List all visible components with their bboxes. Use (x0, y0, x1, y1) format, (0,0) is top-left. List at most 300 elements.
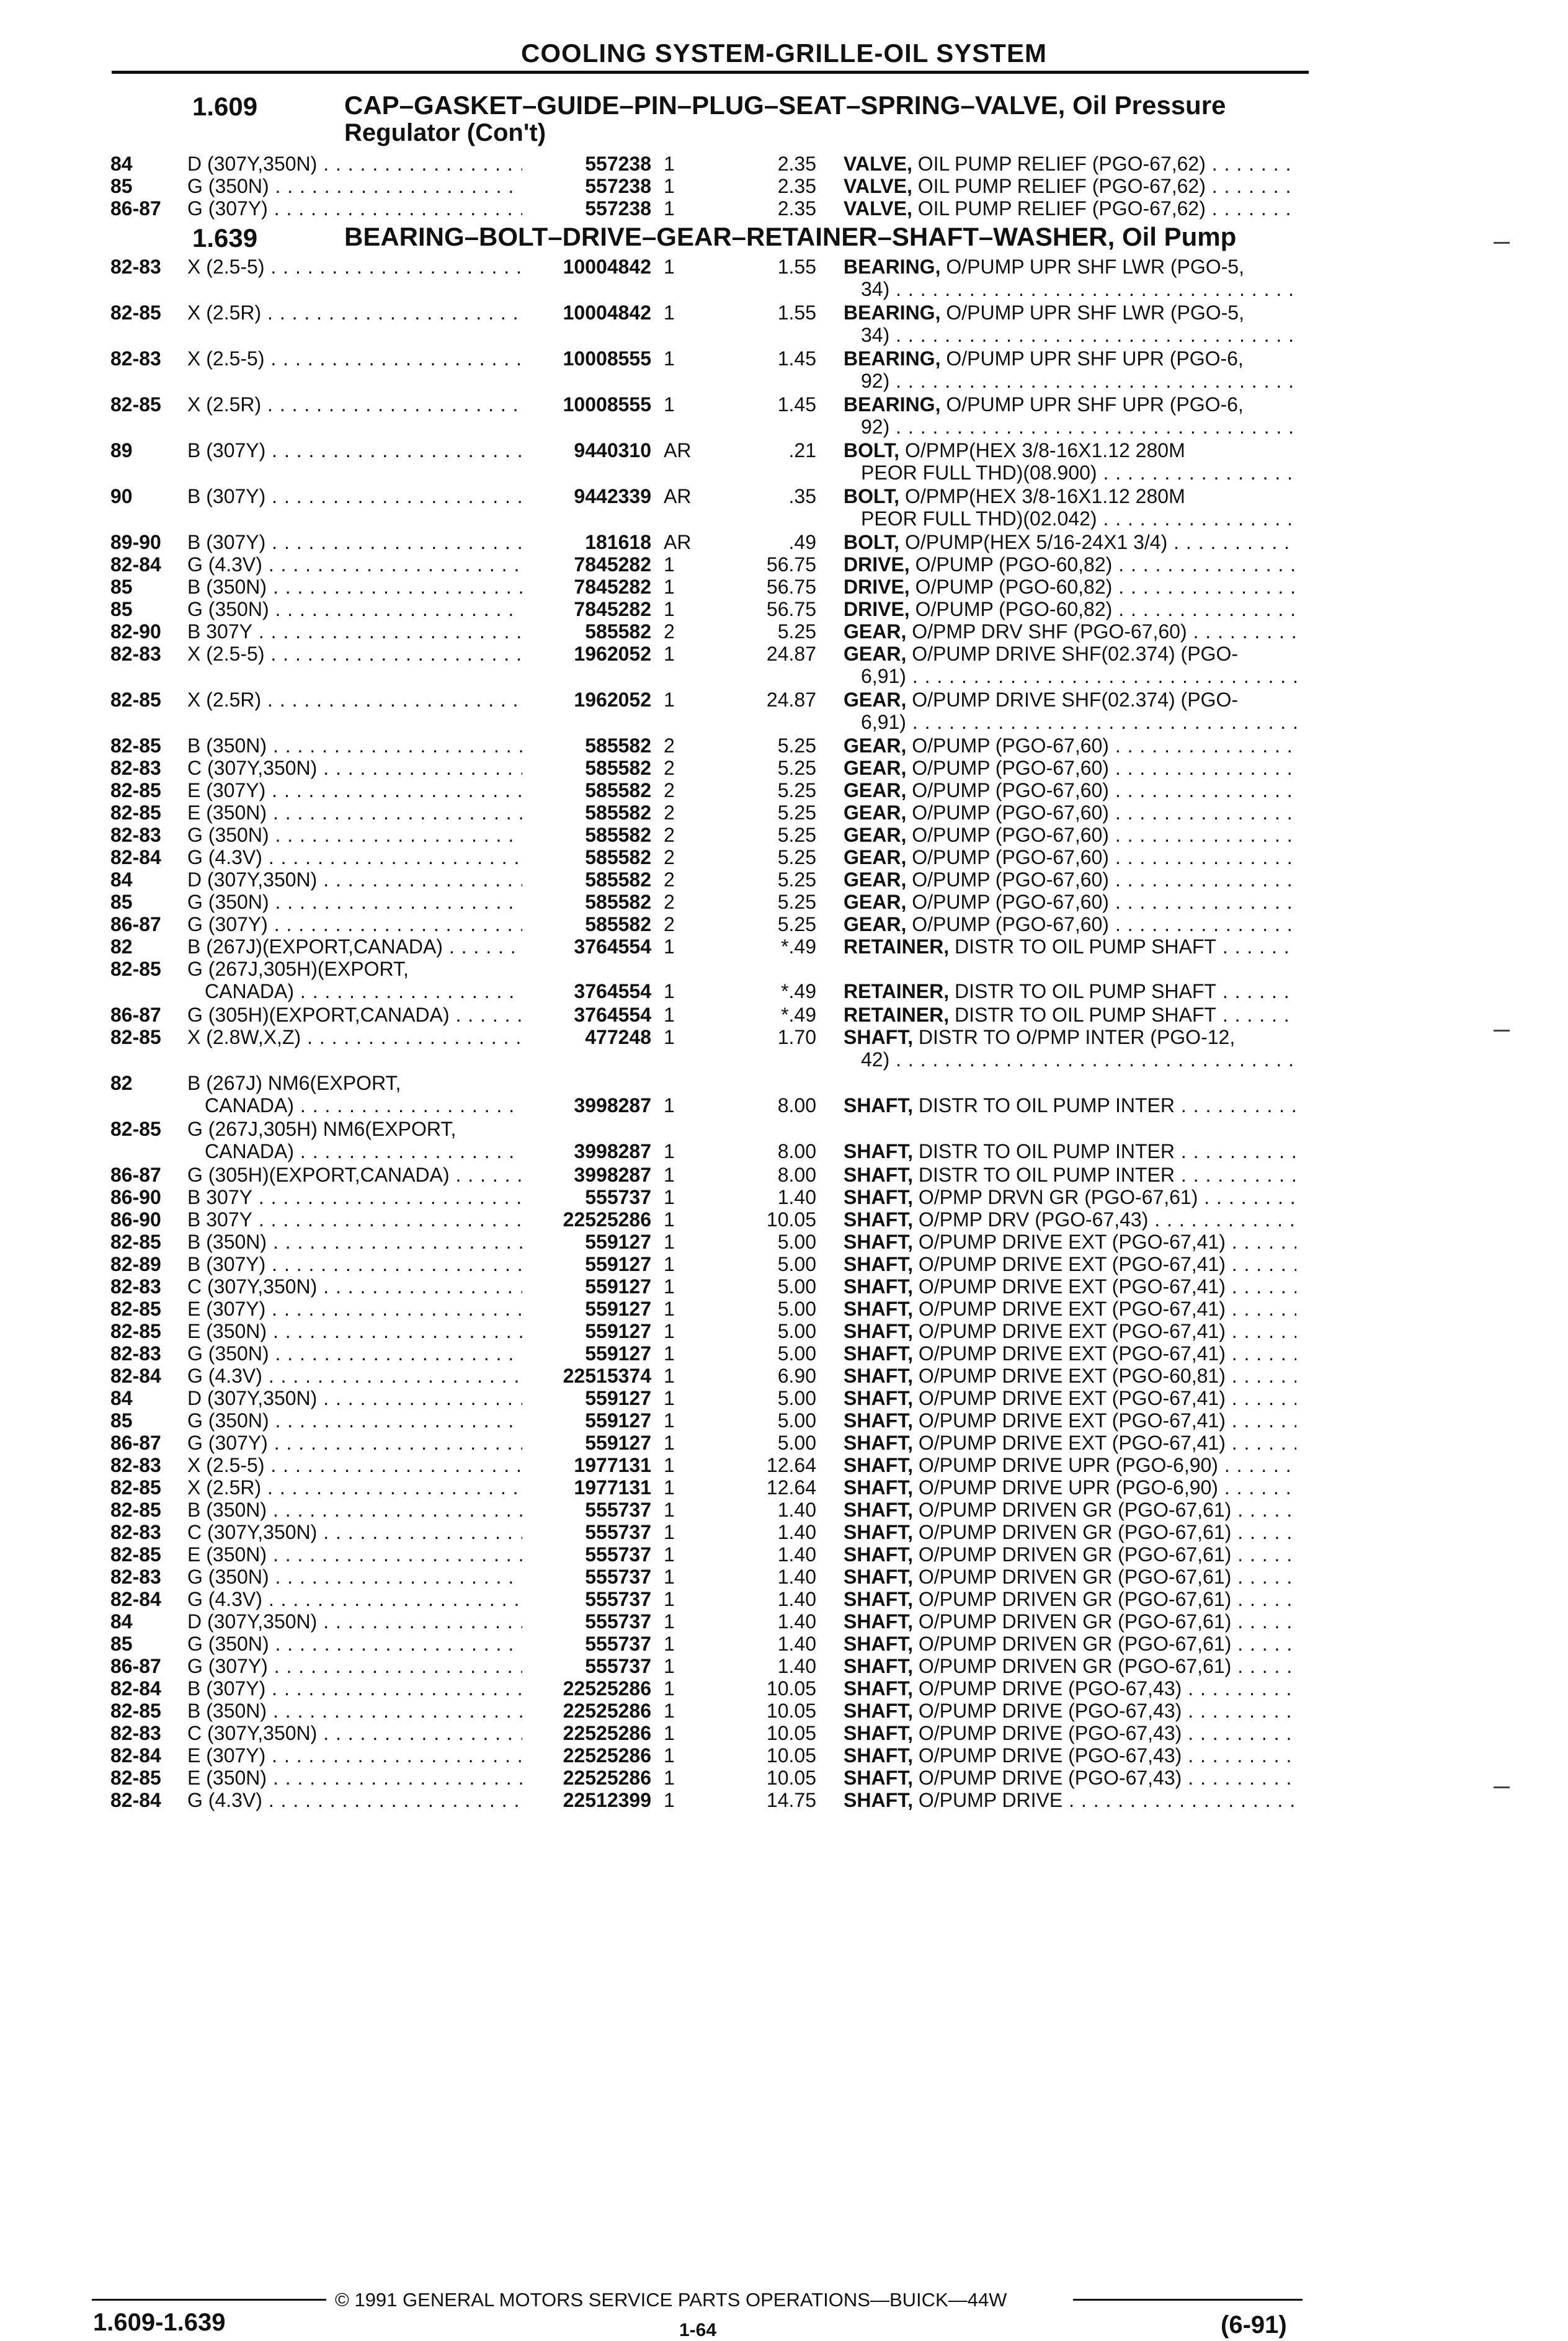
row-price: 8.00 (777, 1094, 816, 1117)
row-year: 82-84 (110, 1588, 161, 1610)
row-description-part-name: DRIVE, (844, 576, 910, 598)
row-price: 1.40 (777, 1186, 816, 1208)
row-part-number: 555737 (585, 1186, 651, 1208)
row-description-text: O/PMP DRVN GR (PGO-67,61) (913, 1186, 1198, 1208)
row-model (187, 1610, 522, 1633)
row-description-text: DISTR TO O/PMP INTER (PGO-12, (913, 1026, 1236, 1048)
row-part-number: 559127 (585, 1275, 651, 1298)
row-price: 56.75 (766, 553, 816, 576)
row-description-part-name: SHAFT, (844, 1275, 913, 1298)
row-price: 10.05 (766, 1767, 816, 1789)
row-quantity: 1 (664, 576, 675, 598)
row-model-text: C (307Y,350N) (187, 757, 318, 779)
row-model (187, 1744, 522, 1767)
row-model (187, 1026, 522, 1048)
row-description-part-name: VALVE, (844, 153, 912, 175)
row-price: 5.25 (777, 620, 816, 643)
page-header-title: COOLING SYSTEM-GRILLE-OIL SYSTEM (521, 38, 1047, 68)
row-part-number: 22525286 (563, 1677, 651, 1700)
row-description (844, 1094, 1296, 1117)
row-quantity: 1 (664, 1164, 675, 1186)
row-model (187, 1072, 522, 1117)
row-model-text: D (307Y,350N) (187, 153, 318, 175)
row-quantity: 1 (664, 643, 675, 665)
row-description (844, 801, 1296, 824)
row-price: 10.05 (766, 1700, 816, 1722)
row-model-text: E (307Y) (187, 1744, 266, 1767)
row-quantity: 1 (664, 1454, 675, 1476)
row-description-part-name: SHAFT, (844, 1499, 913, 1521)
row-part-number: 1962052 (574, 643, 651, 665)
row-year: 84 (110, 868, 133, 891)
row-part-number: 3764554 (574, 980, 651, 1002)
row-model (187, 598, 522, 620)
row-part-number: 7845282 (574, 598, 651, 620)
row-description (844, 1004, 1296, 1026)
row-part-number: 559127 (585, 1253, 651, 1275)
row-model-text: G (4.3V) (187, 1789, 262, 1811)
row-part-number: 181618 (585, 531, 651, 553)
row-model-text: G (4.3V) (187, 553, 262, 576)
row-part-number: 22515374 (563, 1365, 651, 1387)
row-description-part-name: SHAFT, (844, 1543, 913, 1566)
row-description-text: O/PMP(HEX 3/8-16X1.12 280M (899, 485, 1185, 507)
row-description-text: O/PUMP (PGO-67,60) (906, 846, 1109, 868)
row-description-part-name: DRIVE, (844, 553, 910, 576)
row-model-text: B (350N) (187, 1499, 267, 1521)
row-description-part-name: SHAFT, (844, 1140, 913, 1162)
row-year: 82-85 (110, 689, 161, 711)
row-year: 89-90 (110, 531, 161, 553)
row-quantity: 1 (664, 1722, 675, 1744)
row-price: 1.40 (777, 1521, 816, 1543)
row-model (187, 1365, 522, 1387)
row-quantity: AR (664, 485, 692, 507)
row-description-part-name: SHAFT, (844, 1789, 913, 1811)
row-description (844, 1543, 1296, 1566)
row-model (187, 734, 522, 757)
row-description-text: O/PUMP DRIVEN GR (PGO-67,61) (913, 1499, 1232, 1521)
row-model (187, 1543, 522, 1566)
row-price: 1.40 (777, 1543, 816, 1566)
row-description (844, 1566, 1296, 1588)
row-price: 5.25 (777, 734, 816, 757)
row-description (844, 891, 1296, 913)
row-model (187, 347, 522, 370)
row-year: 82-83 (110, 1342, 161, 1365)
row-part-number: 1977131 (574, 1476, 651, 1499)
row-description-part-name: BEARING, (844, 347, 941, 370)
row-model (187, 301, 522, 324)
row-price: 1.55 (777, 256, 816, 278)
row-model-text: G (4.3V) (187, 1365, 262, 1387)
row-description-text: O/PUMP DRIVEN GR (PGO-67,61) (913, 1610, 1232, 1633)
row-year: 85 (110, 1409, 133, 1432)
row-quantity: 1 (664, 1610, 675, 1633)
row-part-number: 3998287 (574, 1140, 651, 1162)
row-description-part-name: SHAFT, (844, 1320, 913, 1342)
row-part-number: 585582 (585, 913, 651, 935)
section-title-text: CAP–GASKET–GUIDE–PIN–PLUG–SEAT–SPRING–VALVE, Oil Pressure (344, 91, 1226, 120)
row-description-text: O/PUMP DRIVE (PGO-67,43) (913, 1677, 1182, 1700)
row-quantity: 1 (664, 553, 675, 576)
row-model-text: X (2.5R) (187, 301, 262, 324)
row-description-text: O/PUMP UPR SHF LWR (PGO-5, (940, 301, 1244, 324)
row-price: 14.75 (766, 1789, 816, 1811)
row-description-text: DISTR TO OIL PUMP SHAFT (949, 980, 1216, 1002)
row-price: 5.00 (777, 1387, 816, 1409)
row-year: 82-83 (110, 643, 161, 665)
row-year: 82-83 (110, 1722, 161, 1744)
row-description-part-name: SHAFT, (844, 1164, 913, 1186)
row-year: 86-87 (110, 197, 161, 220)
row-description (844, 1655, 1296, 1677)
row-model-text: B (307Y) (187, 1253, 266, 1275)
row-description (844, 485, 1296, 530)
row-quantity: 1 (664, 1744, 675, 1767)
row-description-part-name: GEAR, (844, 620, 907, 643)
row-model (187, 868, 522, 891)
row-year: 82-84 (110, 553, 161, 576)
row-description (844, 1722, 1296, 1744)
row-quantity: 1 (664, 1094, 675, 1117)
row-price: 56.75 (766, 576, 816, 598)
row-description (844, 175, 1296, 197)
row-description (844, 1744, 1296, 1767)
row-price: 8.00 (777, 1140, 816, 1162)
row-description-text: O/PUMP DRIVE EXT (PGO-67,41) (913, 1432, 1226, 1454)
row-part-number: 555737 (585, 1655, 651, 1677)
row-price: .35 (788, 485, 816, 507)
row-part-number: 7845282 (574, 576, 651, 598)
row-description (844, 439, 1296, 484)
row-price: 6.90 (777, 1365, 816, 1387)
row-model-line: G (267J,305H) NM6(EXPORT, (187, 1118, 457, 1140)
row-model-text: G (350N) (187, 824, 269, 846)
row-model (187, 779, 522, 801)
row-description-continued: 6,91) (861, 711, 906, 733)
row-description-text: O/PUMP DRIVEN GR (PGO-67,61) (913, 1543, 1232, 1566)
row-quantity: 2 (664, 846, 675, 868)
row-description-part-name: SHAFT, (844, 1432, 913, 1454)
row-description-part-name: BOLT, (844, 485, 900, 507)
row-description-part-name: GEAR, (844, 643, 907, 665)
row-description-text: O/PUMP DRIVE EXT (PGO-67,41) (913, 1409, 1226, 1432)
row-year: 82-83 (110, 1521, 161, 1543)
row-quantity: 1 (664, 1365, 675, 1387)
row-quantity: 1 (664, 1275, 675, 1298)
row-year: 82-90 (110, 620, 161, 643)
row-description-text: O/PUMP DRIVE (PGO-67,43) (913, 1722, 1182, 1744)
row-year: 82-85 (110, 301, 161, 324)
row-description (844, 197, 1296, 220)
row-model (187, 620, 522, 643)
row-price: 5.00 (777, 1275, 816, 1298)
row-quantity: 1 (664, 1566, 675, 1588)
row-model-text: X (2.5-5) (187, 643, 265, 665)
row-model-text: B 307Y (187, 1208, 252, 1231)
row-model (187, 1767, 522, 1789)
row-model (187, 891, 522, 913)
row-part-number: 9442339 (574, 485, 651, 507)
row-quantity: 1 (664, 1521, 675, 1543)
row-model-text: X (2.5-5) (187, 1454, 265, 1476)
row-description-part-name: BOLT, (844, 531, 900, 553)
row-model-text: E (307Y) (187, 1298, 266, 1320)
row-model (187, 958, 522, 1002)
row-year: 86-87 (110, 913, 161, 935)
row-price: 24.87 (766, 643, 816, 665)
row-model-text: G (350N) (187, 175, 269, 197)
row-quantity: 2 (664, 801, 675, 824)
row-price: 5.25 (777, 824, 816, 846)
row-description-part-name: SHAFT, (844, 1298, 913, 1320)
row-description (844, 301, 1296, 346)
row-description-continued: 6,91) (861, 665, 906, 687)
section-title-text: BEARING–BOLT–DRIVE–GEAR–RETAINER–SHAFT–WASHER, Oil Pump (344, 222, 1237, 251)
row-quantity: 2 (664, 757, 675, 779)
row-part-number: 555737 (585, 1521, 651, 1543)
row-model (187, 1722, 522, 1744)
row-description-text: O/PUMP DRIVE (PGO-67,43) (913, 1744, 1182, 1767)
row-year: 82-83 (110, 256, 161, 278)
row-part-number: 559127 (585, 1320, 651, 1342)
row-year: 82-83 (110, 757, 161, 779)
row-year: 82-85 (110, 1026, 161, 1048)
row-description (844, 1164, 1296, 1186)
row-year: 82-84 (110, 846, 161, 868)
row-description-text: O/PUMP (PGO-60,82) (909, 553, 1113, 576)
row-description-part-name: SHAFT, (844, 1722, 913, 1744)
row-description-text: O/PUMP (PGO-60,82) (909, 598, 1113, 620)
row-price: 12.64 (766, 1454, 816, 1476)
row-description-text: DISTR TO OIL PUMP INTER (913, 1140, 1175, 1162)
row-description (844, 1253, 1296, 1275)
row-price: .49 (788, 531, 816, 553)
row-description-text: O/PMP DRV SHF (PGO-67,60) (906, 620, 1187, 643)
row-description-part-name: GEAR, (844, 846, 907, 868)
row-model-text: X (2.5R) (187, 689, 262, 711)
row-description (844, 1140, 1296, 1162)
row-year: 85 (110, 891, 133, 913)
row-quantity: 1 (664, 980, 675, 1002)
row-model (187, 1118, 522, 1162)
row-description-text: O/PMP DRV (PGO-67,43) (913, 1208, 1149, 1231)
row-part-number: 555737 (585, 1499, 651, 1521)
row-description-part-name: GEAR, (844, 689, 907, 711)
row-year: 82-85 (110, 801, 161, 824)
row-model-text: D (307Y,350N) (187, 1387, 318, 1409)
row-description (844, 689, 1296, 733)
row-model (187, 846, 522, 868)
row-model-text: X (2.8W,X,Z) (187, 1026, 301, 1048)
row-description-text: O/PUMP (PGO-67,60) (906, 779, 1109, 801)
row-quantity: 2 (664, 868, 675, 891)
row-model (187, 824, 522, 846)
row-year: 82-84 (110, 1744, 161, 1767)
row-quantity: AR (664, 531, 692, 553)
row-description-part-name: SHAFT, (844, 1700, 913, 1722)
row-year: 86-90 (110, 1186, 161, 1208)
row-description-part-name: SHAFT, (844, 1633, 913, 1655)
row-model (187, 1432, 522, 1454)
row-description-part-name: SHAFT, (844, 1588, 913, 1610)
row-description (844, 1476, 1296, 1499)
row-part-number: 3998287 (574, 1164, 651, 1186)
row-year: 82-83 (110, 347, 161, 370)
row-description-part-name: GEAR, (844, 913, 907, 935)
row-model-text: B (350N) (187, 576, 267, 598)
row-price: 10.05 (766, 1677, 816, 1700)
row-model-text: B 307Y (187, 620, 252, 643)
row-model (187, 197, 522, 220)
row-quantity: 2 (664, 913, 675, 935)
row-model-text: B 307Y (187, 1186, 252, 1208)
row-description-text: O/PUMP DRIVEN GR (PGO-67,61) (913, 1588, 1232, 1610)
row-model (187, 1409, 522, 1432)
row-part-number: 559127 (585, 1409, 651, 1432)
row-description (844, 1454, 1296, 1476)
row-part-number: 585582 (585, 824, 651, 846)
row-model (187, 531, 522, 553)
row-year: 82-85 (110, 393, 161, 416)
row-model (187, 553, 522, 576)
row-description-text: O/PUMP (PGO-67,60) (906, 868, 1109, 891)
row-description-text: O/PUMP(HEX 5/16-24X1 3/4) (899, 531, 1168, 553)
row-part-number: 585582 (585, 620, 651, 643)
row-part-number: 559127 (585, 1231, 651, 1253)
row-description-text: O/PUMP DRIVEN GR (PGO-67,61) (913, 1521, 1232, 1543)
row-model (187, 1588, 522, 1610)
row-description-part-name: GEAR, (844, 824, 907, 846)
row-model (187, 1521, 522, 1543)
row-model (187, 153, 522, 175)
row-description-part-name: SHAFT, (844, 1253, 913, 1275)
row-description-text: O/PUMP UPR SHF LWR (PGO-5, (940, 256, 1244, 278)
row-year: 89 (110, 439, 133, 462)
row-description-text: DISTR TO OIL PUMP SHAFT (949, 1004, 1216, 1026)
row-model (187, 1253, 522, 1275)
row-model-text: C (307Y,350N) (187, 1722, 318, 1744)
row-description-continued: 92) (861, 370, 890, 392)
row-part-number: 559127 (585, 1432, 651, 1454)
row-description (844, 1700, 1296, 1722)
row-description-part-name: SHAFT, (844, 1409, 913, 1432)
row-price: 5.00 (777, 1409, 816, 1432)
margin-mark (1494, 1786, 1510, 1788)
row-model-text: D (307Y,350N) (187, 868, 318, 891)
row-description-text: O/PUMP DRIVE EXT (PGO-67,41) (913, 1253, 1226, 1275)
row-part-number: 3764554 (574, 1004, 651, 1026)
row-description (844, 935, 1296, 958)
row-part-number: 1962052 (574, 689, 651, 711)
row-model-text: G (307Y) (187, 1655, 268, 1677)
row-model-text: B (350N) (187, 734, 267, 757)
row-part-number: 22512399 (563, 1789, 651, 1811)
row-price: 1.70 (777, 1026, 816, 1048)
row-model-text: B (307Y) (187, 531, 266, 553)
row-year: 82-83 (110, 824, 161, 846)
row-model (187, 1789, 522, 1811)
row-model (187, 1342, 522, 1365)
row-model (187, 1275, 522, 1298)
row-description-part-name: SHAFT, (844, 1521, 913, 1543)
row-model-text: G (305H)(EXPORT,CANADA) (187, 1164, 450, 1186)
row-description-part-name: SHAFT, (844, 1454, 913, 1476)
row-year: 82-85 (110, 779, 161, 801)
row-description (844, 598, 1296, 620)
row-price: 12.64 (766, 1476, 816, 1499)
row-description-text: O/PUMP DRIVE EXT (PGO-60,81) (913, 1365, 1226, 1387)
row-model (187, 1700, 522, 1722)
row-description-text: O/PUMP UPR SHF UPR (PGO-6, (940, 393, 1244, 416)
row-description-text: O/PUMP DRIVE EXT (PGO-67,41) (913, 1275, 1226, 1298)
row-description-continued: 92) (861, 416, 890, 438)
row-quantity: 1 (664, 1476, 675, 1499)
row-model (187, 1566, 522, 1588)
row-model-text: G (305H)(EXPORT,CANADA) (187, 1004, 450, 1026)
row-description (844, 1432, 1296, 1454)
header-rule (112, 71, 1309, 74)
row-model-line-2: CANADA) (205, 980, 295, 1002)
row-price: 5.25 (777, 801, 816, 824)
row-price: *.49 (781, 935, 816, 958)
row-model (187, 935, 522, 958)
row-model-text: E (350N) (187, 1320, 267, 1342)
row-description-part-name: GEAR, (844, 801, 907, 824)
row-price: 56.75 (766, 598, 816, 620)
row-description-part-name: SHAFT, (844, 1208, 913, 1231)
row-description-text: OIL PUMP RELIEF (PGO-67,62) (912, 153, 1206, 175)
row-part-number: 1977131 (574, 1454, 651, 1476)
row-price: 1.45 (777, 347, 816, 370)
row-part-number: 555737 (585, 1633, 651, 1655)
row-model (187, 1231, 522, 1253)
row-model-text: X (2.5R) (187, 1476, 262, 1499)
row-description-text: O/PUMP (PGO-67,60) (906, 801, 1109, 824)
row-description-part-name: GEAR, (844, 868, 907, 891)
row-description-text: O/PMP(HEX 3/8-16X1.12 280M (899, 439, 1185, 462)
row-year: 82-83 (110, 1566, 161, 1588)
row-description-part-name: RETAINER, (844, 935, 950, 958)
row-description (844, 913, 1296, 935)
row-description-text: DISTR TO OIL PUMP SHAFT (949, 935, 1216, 958)
row-description (844, 779, 1296, 801)
row-quantity: 1 (664, 1320, 675, 1342)
footer-copyright: © 1991 GENERAL MOTORS SERVICE PARTS OPERATIONS—BUICK—44W (335, 2289, 1007, 2311)
row-quantity: 1 (664, 1432, 675, 1454)
row-price: 5.00 (777, 1320, 816, 1342)
row-part-number: 10008555 (563, 393, 651, 416)
row-description-part-name: RETAINER, (844, 1004, 950, 1026)
row-description (844, 846, 1296, 868)
row-quantity: 1 (664, 1186, 675, 1208)
row-model-line: B (267J) NM6(EXPORT, (187, 1072, 401, 1094)
row-description-text: O/PUMP DRIVE UPR (PGO-6,90) (913, 1454, 1218, 1476)
row-description-text: O/PUMP (PGO-60,82) (909, 576, 1113, 598)
row-year: 85 (110, 598, 133, 620)
row-description-continued: PEOR FULL THD)(08.900) (861, 462, 1097, 484)
row-model-line-2: CANADA) (205, 1094, 295, 1117)
row-model (187, 1186, 522, 1208)
row-part-number: 585582 (585, 801, 651, 824)
row-price: 1.40 (777, 1499, 816, 1521)
row-model (187, 913, 522, 935)
row-price: 1.40 (777, 1633, 816, 1655)
footer-section-range: 1.609-1.639 (93, 2309, 226, 2336)
row-description-part-name: SHAFT, (844, 1026, 913, 1048)
row-year: 82-84 (110, 1789, 161, 1811)
